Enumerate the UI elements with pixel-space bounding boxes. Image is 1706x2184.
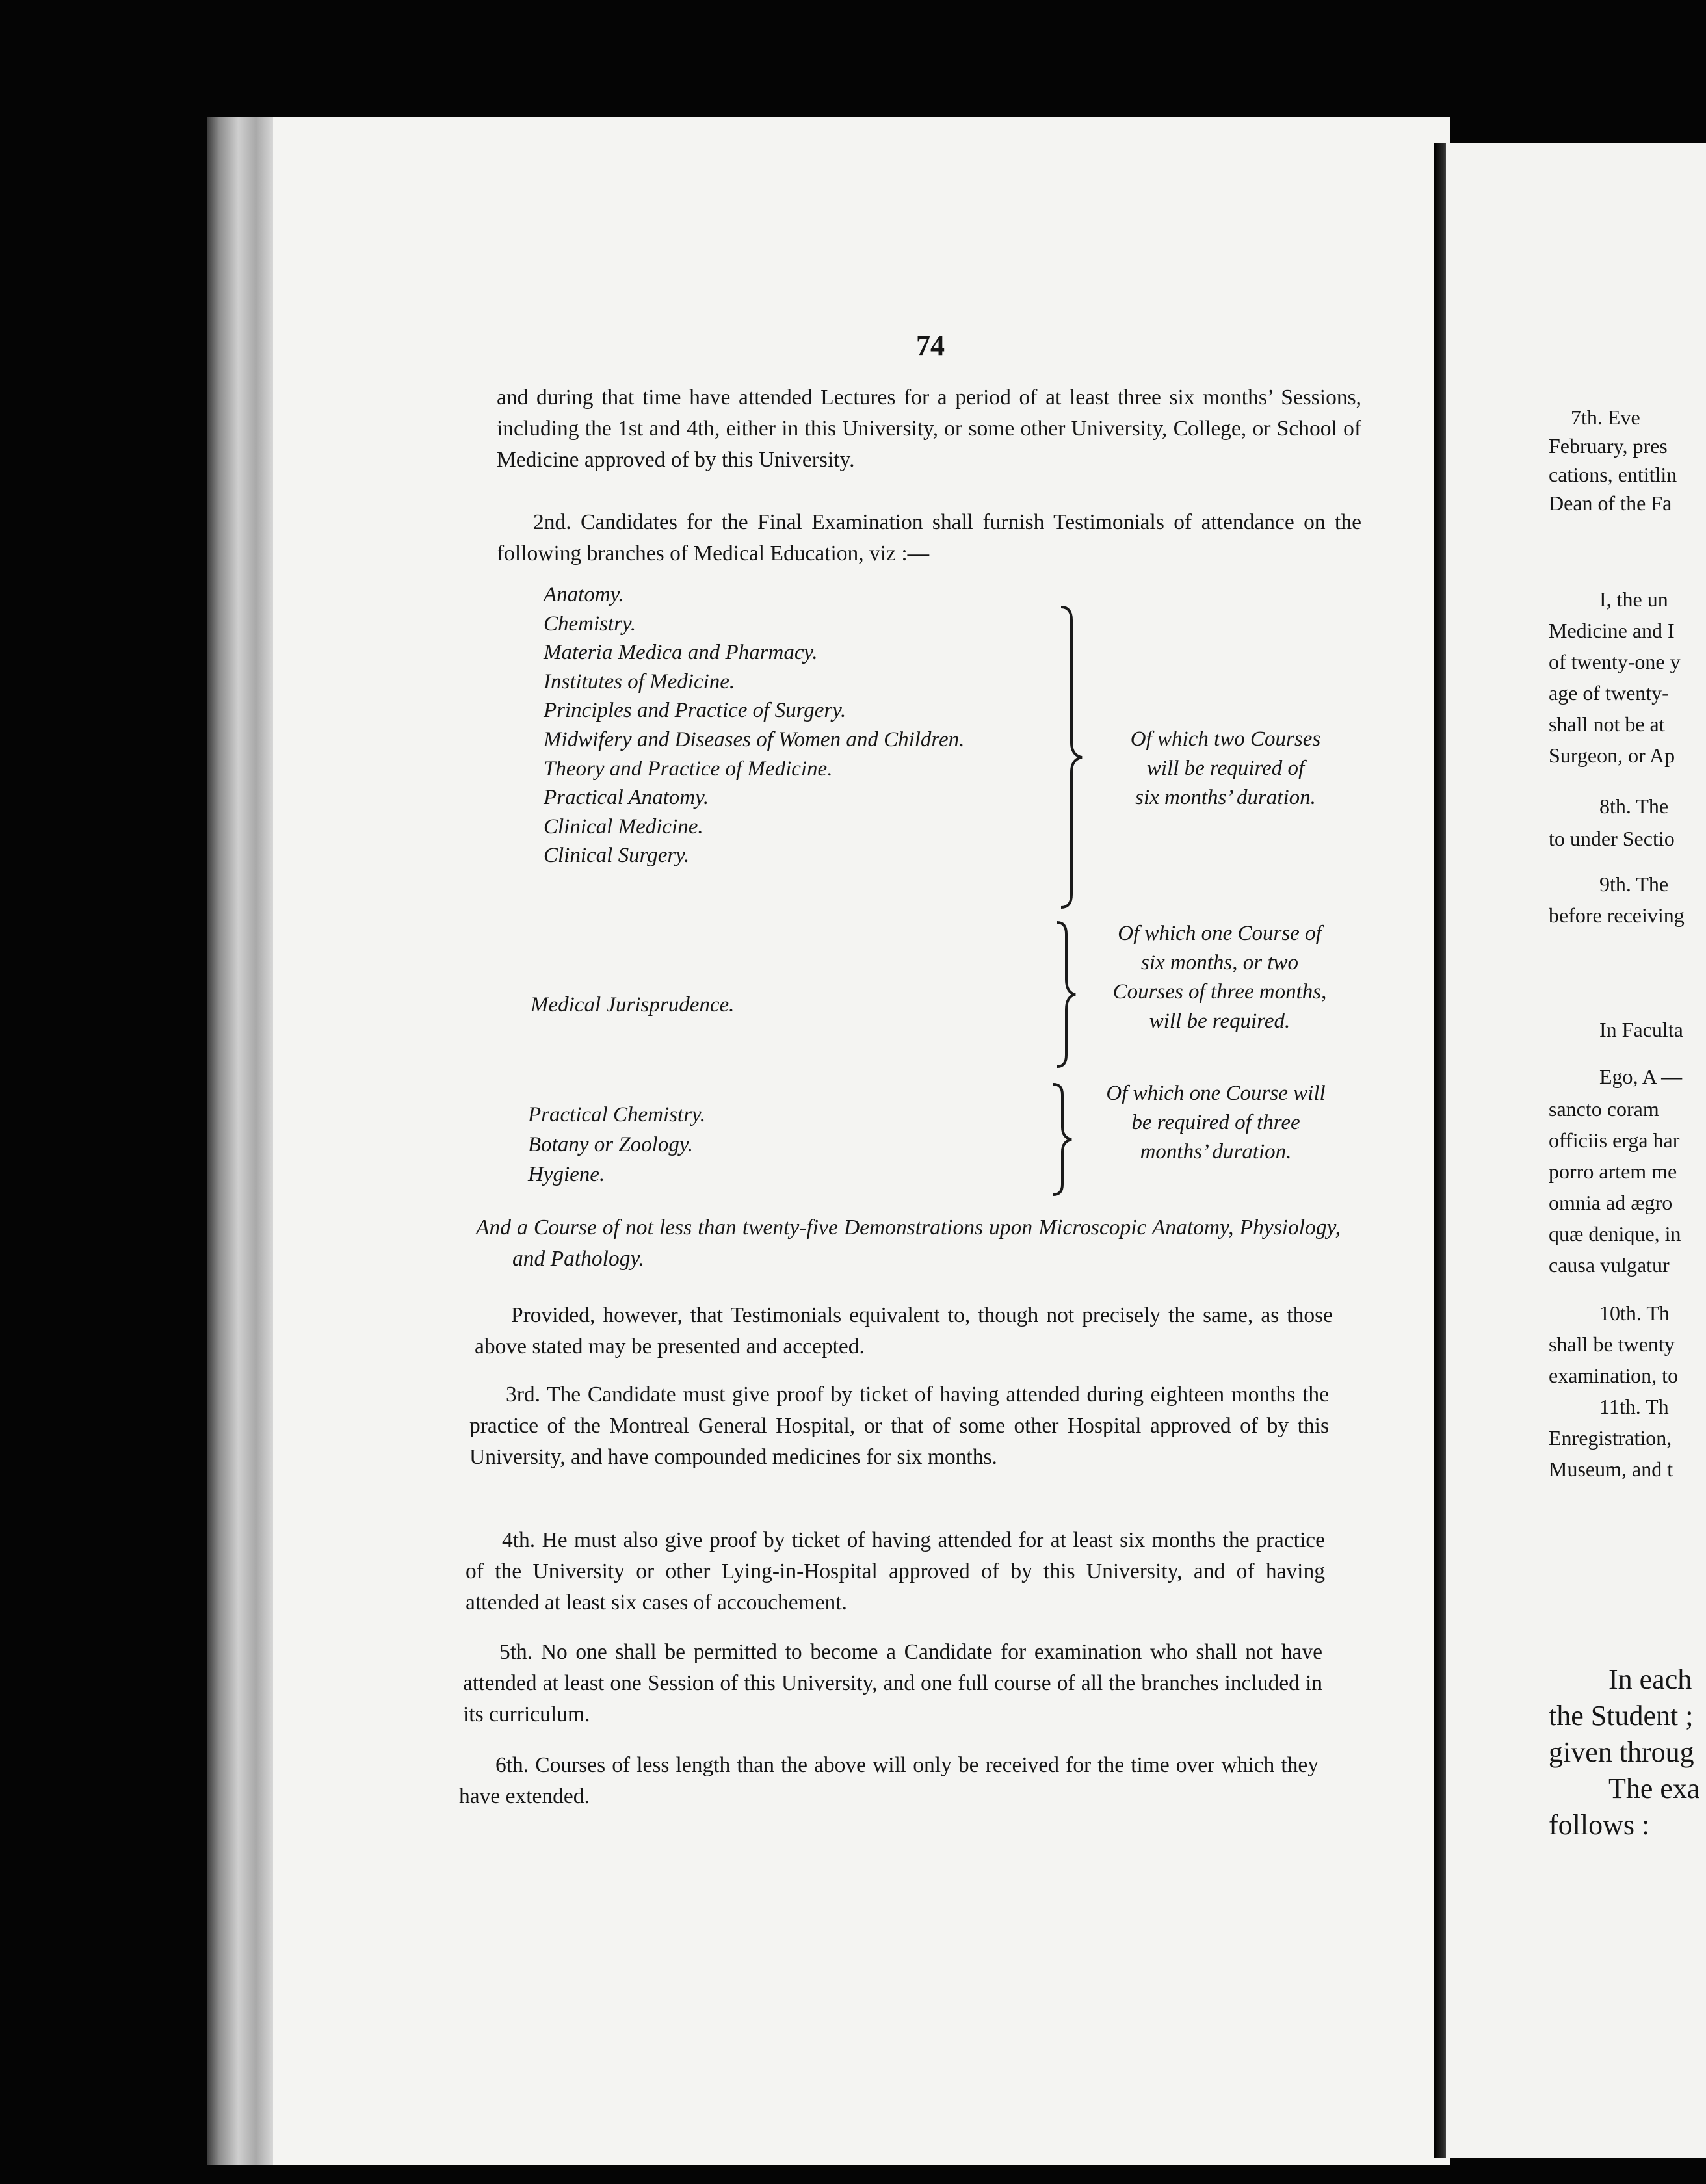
branch-list-1: [544, 580, 964, 870]
microscopic-demonstrations: And a Course of not less than twenty-five Demonstrations upon Microscopic Anatomy, Physiology, and Pathology.: [476, 1216, 1341, 1271]
right-page-line: of twenty-one y: [1549, 650, 1681, 673]
right-page-line: cations, entitlin: [1549, 463, 1677, 486]
right-page-line: sancto coram: [1549, 1097, 1659, 1121]
course-note-2: Of which one Course of six months, or two Courses of three months, will be required.: [1112, 922, 1327, 1033]
right-page-line: age of twenty-: [1549, 681, 1669, 705]
course-note-3: Of which one Course will be required of three months’ duration.: [1106, 1082, 1326, 1164]
branch-item: Botany or Zoology.: [528, 1133, 693, 1156]
branch-list-3: [528, 1100, 705, 1190]
right-page-line: 9th. The: [1599, 872, 1669, 896]
branch-item: Theory and Practice of Medicine.: [544, 757, 833, 781]
branch-item: Clinical Medicine.: [544, 814, 703, 838]
curly-brace-2: [1053, 920, 1079, 1069]
curly-brace-1: [1057, 604, 1086, 910]
right-page-line: porro artem me: [1549, 1160, 1677, 1183]
branch-item: Medical Jurisprudence.: [531, 993, 735, 1017]
right-page-line: Dean of the Fa: [1549, 491, 1672, 515]
right-page-line: February, pres: [1549, 434, 1668, 458]
branch-list-2: [531, 991, 734, 1020]
right-page-line: In Faculta: [1599, 1018, 1683, 1041]
right-page-line: Ego, A —: [1599, 1065, 1683, 1088]
right-page-line: Enregistration,: [1549, 1426, 1672, 1450]
right-page-line: 8th. The: [1599, 794, 1669, 818]
page-number: 74: [916, 330, 945, 361]
paragraph-6th: 6th. Courses of less length than the above will only be received for the time over which they have extended.: [459, 1753, 1319, 1808]
page-edge: [207, 117, 277, 2164]
paragraph-continuation: and during that time have attended Lectures for a period of at least three six months’ Sessions, including the 1st and 4th, either in this University, or some other University, College, or School of Medicine approved of by this University.: [497, 385, 1361, 472]
right-page-line: I, the un: [1599, 588, 1668, 611]
branch-item: Institutes of Medicine.: [544, 670, 735, 694]
right-page-large-line: The exa: [1608, 1773, 1700, 1804]
right-page-line: quæ denique, in: [1549, 1222, 1681, 1245]
branch-item: Materia Medica and Pharmacy.: [544, 641, 818, 665]
right-page-large-line: given throug: [1549, 1736, 1694, 1768]
paragraph-2nd: 2nd. Candidates for the Final Examination shall furnish Testimonials of attendance on the following branches of Medical Education, viz :—: [497, 510, 1361, 566]
branch-item: Midwifery and Diseases of Women and Children.: [544, 727, 965, 751]
right-page-line: Medicine and I: [1549, 619, 1675, 642]
branch-item: Practical Chemistry.: [528, 1103, 706, 1126]
right-page-line: causa vulgatur: [1549, 1253, 1670, 1277]
right-page-line: 10th. Th: [1599, 1301, 1670, 1325]
right-page-line: Surgeon, or Ap: [1549, 744, 1675, 767]
right-page-line: to under Sectio: [1549, 827, 1675, 850]
course-note-1: Of which two Courses will be required of six months’ duration.: [1130, 727, 1321, 809]
curly-brace-3: [1049, 1082, 1075, 1197]
right-page-line: shall not be at: [1549, 712, 1665, 736]
branch-item: Hygiene.: [528, 1163, 605, 1186]
right-page-line: examination, to: [1549, 1364, 1679, 1387]
right-page-large-line: In each: [1608, 1663, 1692, 1695]
right-page-line: Museum, and t: [1549, 1457, 1673, 1481]
right-page-line: 11th. Th: [1599, 1395, 1669, 1418]
right-page-line: officiis erga har: [1549, 1128, 1680, 1152]
branch-item: Anatomy.: [544, 583, 624, 606]
branch-item: Principles and Practice of Surgery.: [544, 699, 846, 723]
branch-item: Chemistry.: [544, 612, 636, 636]
right-page-large-line: follows :: [1549, 1809, 1650, 1841]
branch-item: Practical Anatomy.: [544, 786, 709, 810]
paragraph-4th: 4th. He must also give proof by ticket of having attended for at least six months the practice of the University or other Lying-in-Hospital approved of by this University, and of having attended at least six cases of accouchement.: [466, 1528, 1325, 1615]
right-page-large-line: the Student ;: [1549, 1700, 1694, 1732]
right-page-line: before receiving: [1549, 904, 1685, 927]
paragraph-3rd: 3rd. The Candidate must give proof by ticket of having attended during eighteen months the practice of the Montreal General Hospital, or that of some other Hospital approved of by this University, and have compounded medicines for six months.: [469, 1383, 1329, 1469]
paragraph-provided: Provided, however, that Testimonials equivalent to, though not precisely the same, as those above stated may be presented and accepted.: [475, 1303, 1333, 1358]
branch-item: Clinical Surgery.: [544, 844, 690, 868]
right-page-line: 7th. Eve: [1571, 406, 1640, 429]
right-page-line: omnia ad ægro: [1549, 1191, 1673, 1214]
right-page-line: shall be twenty: [1549, 1332, 1675, 1356]
paragraph-5th: 5th. No one shall be permitted to become a Candidate for examination who shall not have attended at least one Session of this University, and one full course of all the branches included in its curriculum.: [463, 1640, 1322, 1726]
